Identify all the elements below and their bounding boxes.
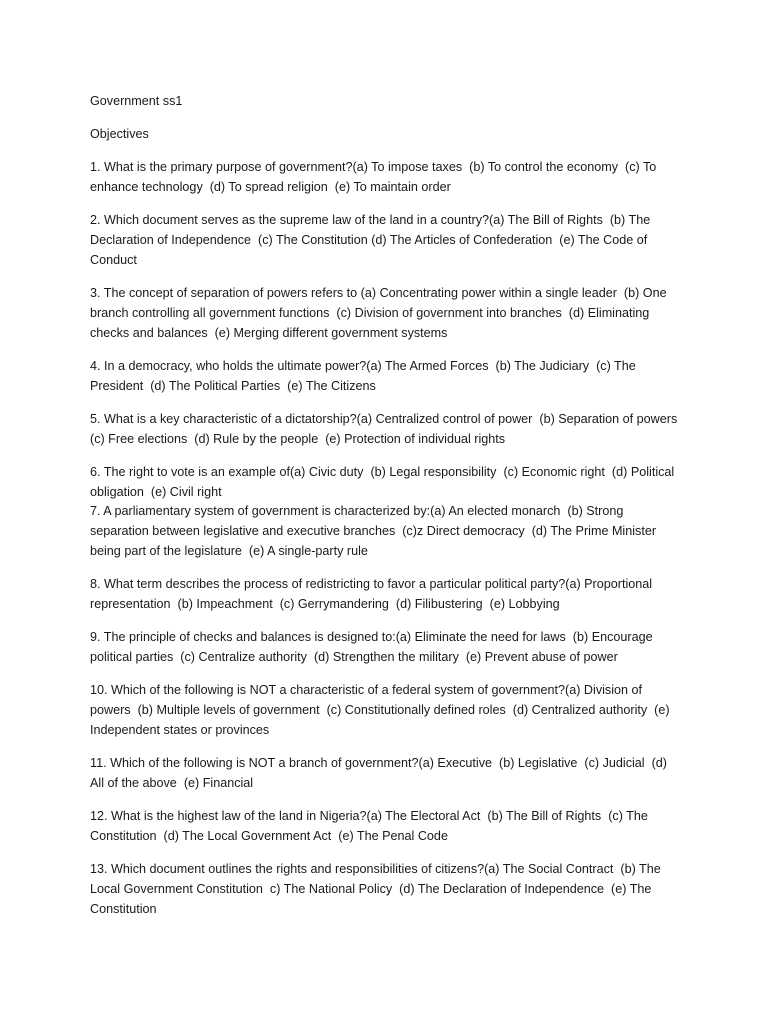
question-12: 12. What is the highest law of the land in Nigeria?(a) The Electoral Act (b) The Bill of Rights (c) The Constitution (d) The Local Government Act (e) The Penal Code (90, 809, 652, 843)
question-3: 3. The concept of separation of powers refers to (a) Concentrating power within a single leader (b) One branch controlling all government functions (c) Division of government into branches (d) Eliminating checks and balances (e) Merging different government systems (90, 286, 671, 340)
question-9: 9. The principle of checks and balances is designed to:(a) Eliminate the need for laws (b) Encourage political parties (c) Centralize authority (d) Strengthen the military (e) Prevent abuse of power (90, 630, 657, 665)
question-11: 11. Which of the following is NOT a branch of government?(a) Executive (b) Legislative (c) Judicial (d) All of the above (e) Financial (90, 756, 670, 790)
question-13: 13. Which document outlines the rights and responsibilities of citizens?(a) The Social Contract (b) The Local Government Constitution c) The National Policy (d) The Declaration of Independence (e) The Constitution (90, 861, 665, 916)
question-7: 7. A parliamentary system of government is characterized by:(a) An elected monarch (b) Strong separation between legislative and executive branches (c)z Direct democracy (d) The Prime Minister being part of the legislature (e) A single-party rule (90, 504, 660, 559)
question-5: 5. What is a key characteristic of a dictatorship?(a) Centralized control of power (b) Separation of powers (c) Free elections (d) Rule by the people (e) Protection of individual rights (90, 411, 685, 446)
question-10: 10. Which of the following is NOT a characteristic of a federal system of government?(a) Division of powers (b) Multiple levels of government (c) Constitutionally defined roles (d) Centralized authority (e) Independent states or provinces (90, 683, 674, 737)
document-title: Government ss1 (90, 94, 183, 108)
question-4: 4. In a democracy, who holds the ultimate power?(a) The Armed Forces (b) The Judiciary (c) The President (d) The Political Parties (e) The Citizens (90, 358, 640, 393)
section-heading: Objectives (90, 127, 149, 142)
question-8: 8. What term describes the process of redistricting to favor a particular political party?(a) Proportional representation (b) Impeachment (c) Gerrymandering (d) Filibustering (e) Lobbying (90, 577, 656, 612)
question-6: 6. The right to vote is an example of(a) Civic duty (b) Legal responsibility (c) Economic right (d) Political obligation (e) Civil right (90, 464, 678, 499)
question-2: 2. Which document serves as the supreme law of the land in a country?(a) The Bill of Rights (b) The Declaration of Independence (c) The Constitution (d) The Articles of Confederation (e) The Code of Conduct (90, 213, 654, 267)
question-1: 1. What is the primary purpose of government?(a) To impose taxes (b) To control the economy (c) To enhance technology (d) To spread religion (e) To maintain order (90, 160, 660, 195)
document-page (90, 92, 685, 933)
